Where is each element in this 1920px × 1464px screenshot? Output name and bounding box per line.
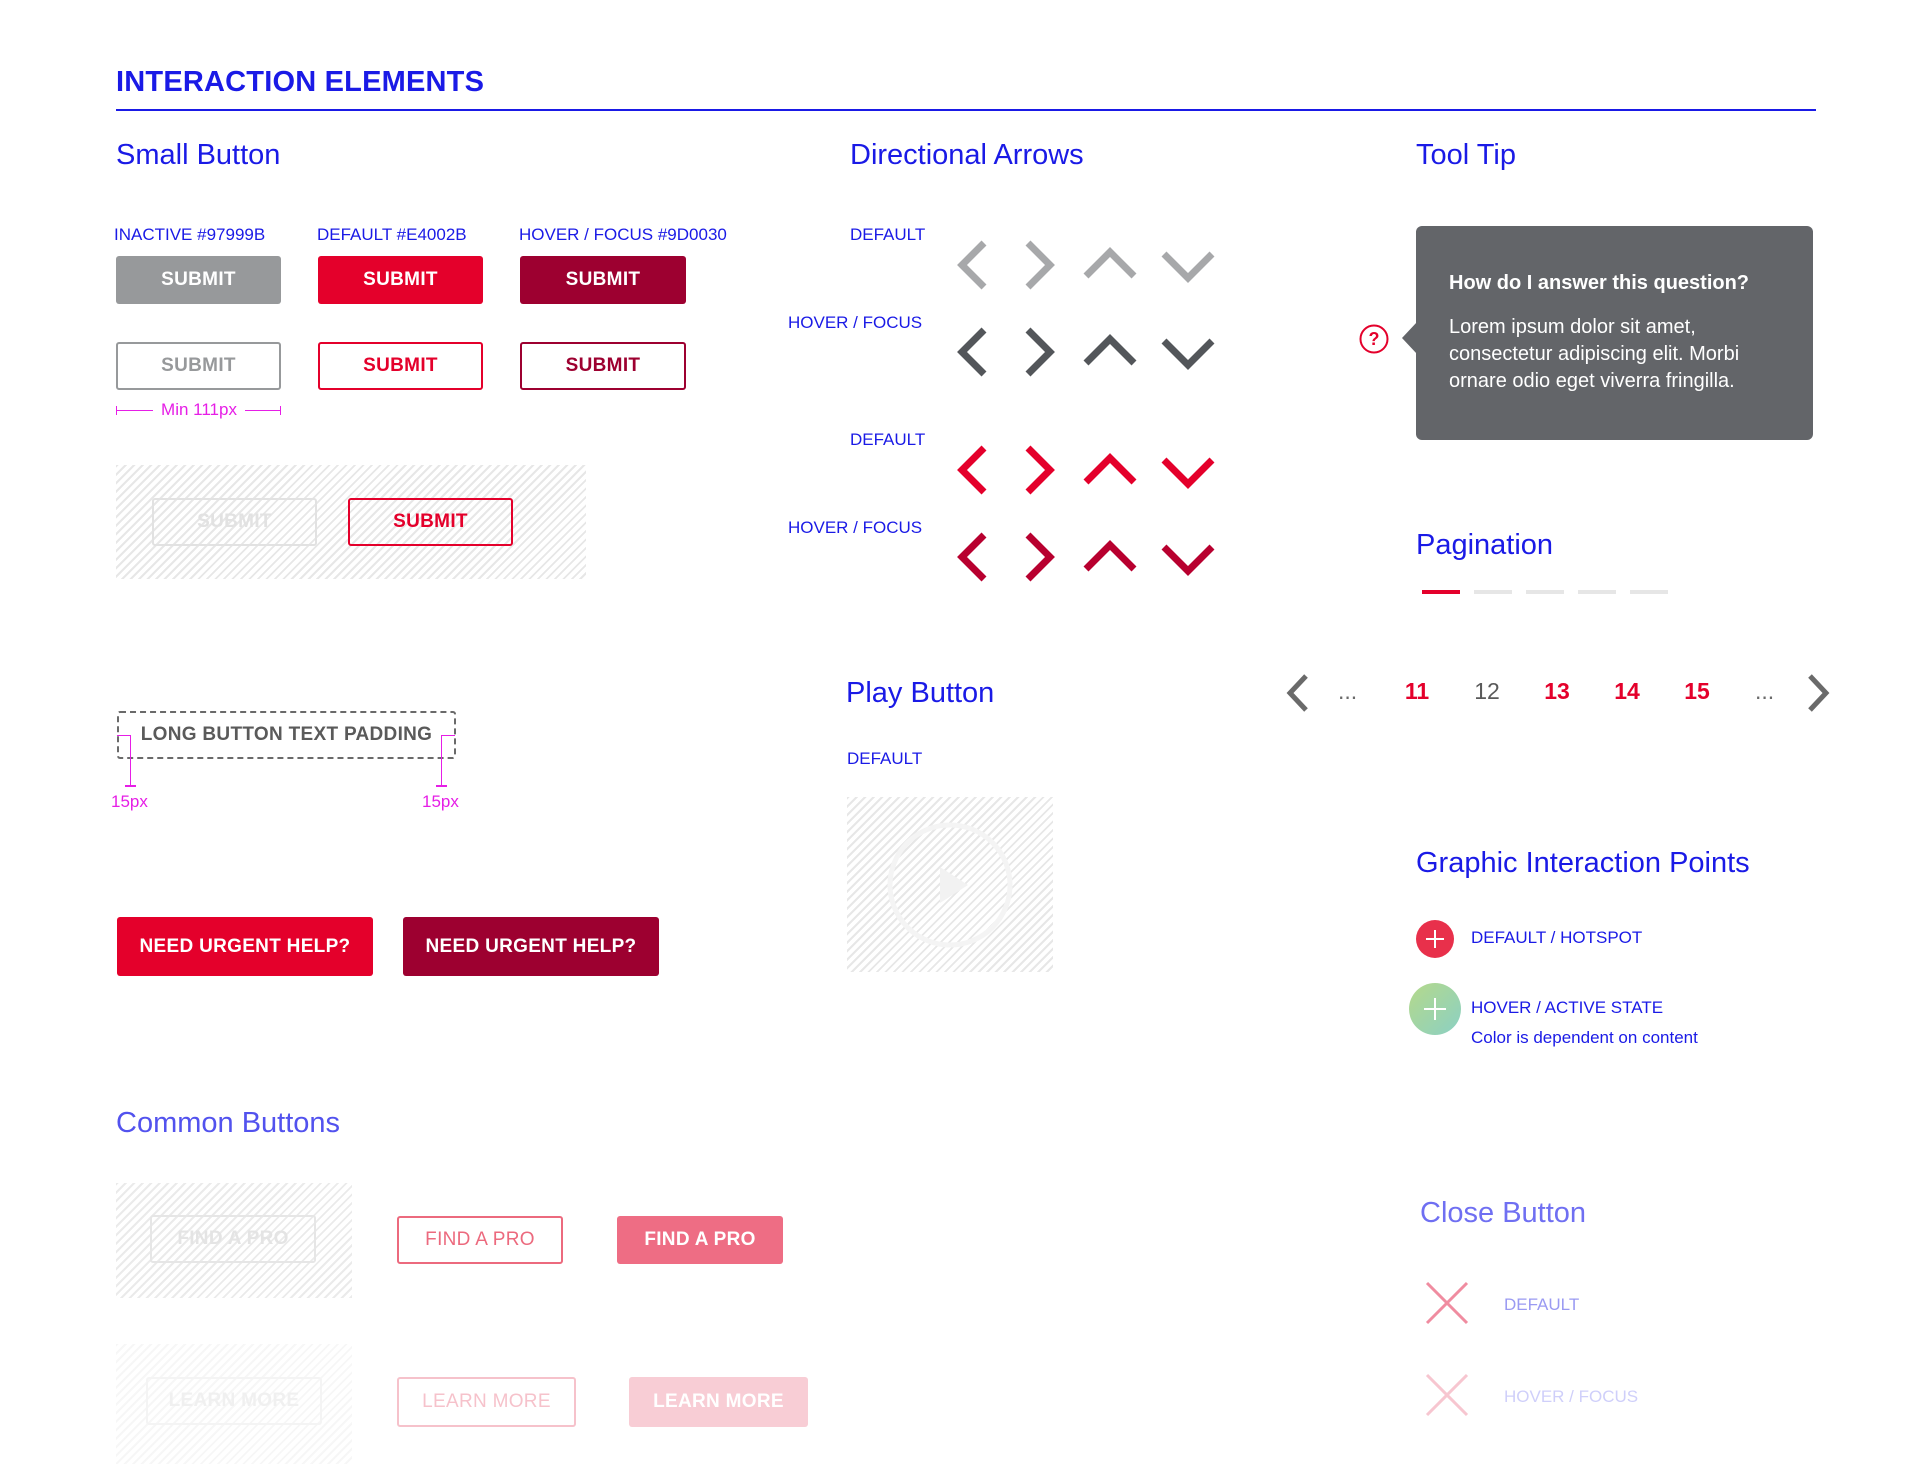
chevron-right-icon <box>1028 243 1050 287</box>
play-default-label: DEFAULT <box>847 749 923 768</box>
chevron-up-icon <box>1086 252 1134 276</box>
active-state-note: Color is dependent on content <box>1471 1028 1698 1047</box>
find-a-pro-filled[interactable]: FIND A PRO <box>617 1216 783 1264</box>
urgent-help-button-default[interactable]: NEED URGENT HELP? <box>117 917 373 976</box>
padding-left-note: 15px <box>111 792 148 811</box>
close-icon[interactable] <box>1424 1280 1470 1326</box>
pagination-ellipsis-right: ... <box>1755 678 1775 704</box>
pagination-dot-active[interactable] <box>1422 590 1460 594</box>
long-button-example[interactable]: LONG BUTTON TEXT PADDING <box>117 711 456 759</box>
common-buttons-title: Common Buttons <box>116 1107 341 1139</box>
page-link[interactable]: 14 <box>1614 678 1640 704</box>
default-label: DEFAULT #E4002B <box>317 225 467 244</box>
question-circle-icon[interactable] <box>1358 323 1390 355</box>
learn-more-disabled[interactable]: LEARN MORE <box>146 1377 322 1425</box>
small-button-title: Small Button <box>116 139 281 171</box>
submit-outline-default[interactable]: SUBMIT <box>318 342 483 390</box>
min-width-note: Min 111px <box>161 400 237 419</box>
page-link[interactable]: 11 <box>1404 678 1430 704</box>
submit-button-inactive[interactable]: SUBMIT <box>116 256 281 304</box>
tooltip-body: Lorem ipsum dolor sit amet, consectetur adipiscing elit. Morbi ornare odio eget viverra fringilla. <box>1449 316 1740 392</box>
pagination-dot[interactable] <box>1578 590 1616 594</box>
submit-outline-inactive[interactable]: SUBMIT <box>116 342 281 390</box>
tooltip-title: Tool Tip <box>1416 139 1516 171</box>
pagination-dot[interactable] <box>1630 590 1668 594</box>
arrows-default-label: DEFAULT <box>850 225 926 244</box>
play-button-preview[interactable] <box>847 797 1053 972</box>
hotspot-label: DEFAULT / HOTSPOT <box>1471 928 1643 947</box>
chevron-left-icon[interactable] <box>1284 673 1314 713</box>
pagination-dot[interactable] <box>1526 590 1564 594</box>
play-icon[interactable] <box>886 821 1014 949</box>
page-current[interactable]: 12 <box>1474 678 1500 704</box>
tooltip-pointer <box>1402 322 1417 354</box>
submit-outline-hover[interactable]: SUBMIT <box>520 342 686 390</box>
chevron-left-icon <box>962 448 984 492</box>
page-title: INTERACTION ELEMENTS <box>116 66 485 98</box>
arrows-hover-label: HOVER / FOCUS <box>788 313 923 332</box>
submit-button-default[interactable]: SUBMIT <box>318 256 483 304</box>
chevron-right-icon[interactable] <box>1802 673 1832 713</box>
padding-right-note: 15px <box>422 792 459 811</box>
submit-disabled-ghost[interactable]: SUBMIT <box>152 498 317 546</box>
close-icon[interactable] <box>1424 1372 1470 1418</box>
play-button-title: Play Button <box>846 677 995 709</box>
pagination-dot[interactable] <box>1474 590 1512 594</box>
close-hover-label: HOVER / FOCUS <box>1504 1387 1639 1406</box>
learn-more-outline[interactable]: LEARN MORE <box>397 1377 576 1427</box>
pagination-ellipsis-left: ... <box>1338 678 1358 704</box>
min-width-annotation <box>116 400 281 422</box>
chevron-down-icon <box>1164 460 1212 484</box>
plus-icon[interactable] <box>1415 919 1455 959</box>
pagination-title: Pagination <box>1416 529 1554 561</box>
arrow-grid <box>940 230 1240 590</box>
find-a-pro-outline[interactable]: FIND A PRO <box>397 1216 563 1264</box>
close-button-title: Close Button <box>1420 1197 1587 1229</box>
tooltip-box <box>1416 226 1813 440</box>
chevron-left-icon <box>962 535 984 579</box>
svg-text:?: ? <box>1368 329 1380 349</box>
arrows-red-hover-label: HOVER / FOCUS <box>788 518 923 537</box>
padding-guide-right <box>441 735 442 787</box>
chevron-down-icon <box>1164 341 1212 365</box>
chevron-right-icon <box>1028 448 1050 492</box>
chevron-up-icon <box>1086 339 1134 363</box>
chevron-up-icon <box>1086 458 1134 482</box>
submit-ghost-default[interactable]: SUBMIT <box>348 498 513 546</box>
chevron-left-icon <box>962 330 984 374</box>
page-link[interactable]: 15 <box>1684 678 1710 704</box>
submit-button-hover[interactable]: SUBMIT <box>520 256 686 304</box>
arrows-red-default-label: DEFAULT <box>850 430 926 449</box>
graphic-points-title: Graphic Interaction Points <box>1416 847 1750 879</box>
chevron-down-icon <box>1164 547 1212 571</box>
directional-arrows-title: Directional Arrows <box>850 139 1084 171</box>
padding-guide-left <box>130 735 131 787</box>
inactive-label: INACTIVE #97999B <box>114 225 266 244</box>
chevron-left-icon <box>962 243 984 287</box>
find-a-pro-disabled[interactable]: FIND A PRO <box>150 1215 316 1263</box>
close-default-label: DEFAULT <box>1504 1295 1580 1314</box>
urgent-help-button-hover[interactable]: NEED URGENT HELP? <box>403 917 659 976</box>
hover-label: HOVER / FOCUS #9D0030 <box>519 225 727 244</box>
active-state-label: HOVER / ACTIVE STATE <box>1471 998 1664 1017</box>
chevron-up-icon <box>1086 545 1134 569</box>
chevron-right-icon <box>1028 535 1050 579</box>
chevron-right-icon <box>1028 330 1050 374</box>
header-divider <box>116 109 1816 111</box>
chevron-down-icon <box>1164 254 1212 278</box>
plus-icon[interactable] <box>1408 982 1462 1036</box>
learn-more-filled[interactable]: LEARN MORE <box>629 1377 808 1427</box>
page-link[interactable]: 13 <box>1544 678 1570 704</box>
tooltip-heading: How do I answer this question? <box>1449 272 1750 294</box>
